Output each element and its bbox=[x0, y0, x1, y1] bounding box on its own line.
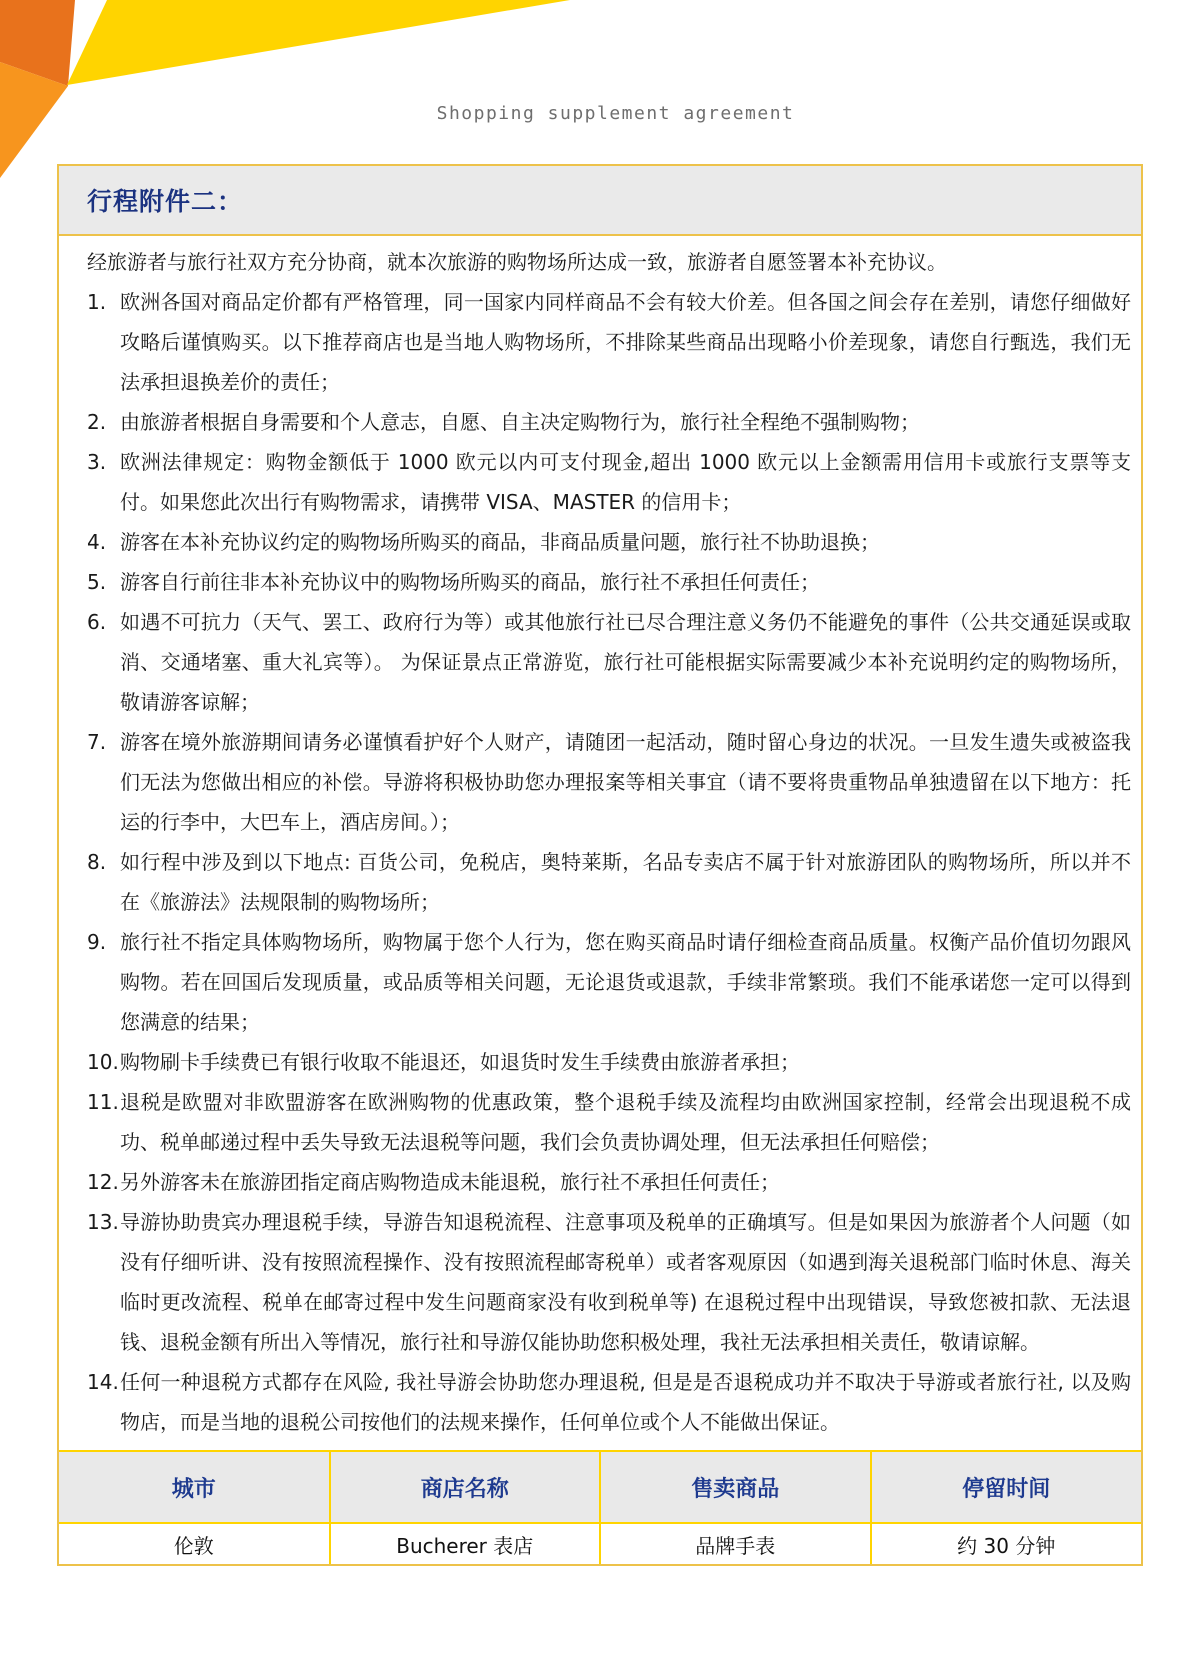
terms-list bbox=[87, 282, 1131, 1442]
term-text: 导游协助贵宾办理退税手续，导游告知退税流程、注意事项及税单的正确填写。但是如果因为旅游者个人问题（如没有仔细听讲、没有按照流程操作、没有按照流程邮寄税单）或者客观原因（如遇到海关退税部门临时休息、海关临时更改流程、税单在邮寄过程中发生问题商家没有收到税单等) 在退税过程中出现错误，导致您被扣款、无法退钱、退税金额有所出入等情况，旅行社和导游仅能协助您积极处理，我社无法承担相关责任，敬请谅解。 bbox=[120, 1210, 1131, 1354]
term-item bbox=[87, 522, 1131, 562]
cell-duration: 约 30 分钟 bbox=[871, 1523, 1142, 1564]
term-number: 12. bbox=[87, 1170, 119, 1194]
table-header-shop-name: 商店名称 bbox=[330, 1451, 601, 1523]
term-item bbox=[87, 1162, 1131, 1202]
term-text: 由旅游者根据自身需要和个人意志，自愿、自主决定购物行为，旅行社全程绝不强制购物； bbox=[120, 410, 920, 434]
term-number: 8. bbox=[87, 850, 107, 874]
attachment-box bbox=[57, 164, 1143, 1566]
shops-table bbox=[59, 1450, 1141, 1564]
term-text: 游客自行前往非本补充协议中的购物场所购买的商品，旅行社不承担任何责任； bbox=[120, 570, 820, 594]
term-number: 9. bbox=[87, 930, 107, 954]
term-number: 10. bbox=[87, 1050, 119, 1074]
term-number: 14. bbox=[87, 1370, 119, 1394]
term-item bbox=[87, 602, 1131, 722]
term-item bbox=[87, 1082, 1131, 1162]
term-text: 旅行社不指定具体购物场所，购物属于您个人行为，您在购买商品时请仔细检查商品质量。权衡产品价值切勿跟风购物。若在回国后发现质量，或品质等相关问题，无论退货或退款，手续非常繁琐。我们不能承诺您一定可以得到您满意的结果； bbox=[120, 930, 1131, 1034]
cell-shop-name: Bucherer 表店 bbox=[330, 1523, 601, 1564]
term-text: 退税是欧盟对非欧盟游客在欧洲购物的优惠政策，整个退税手续及流程均由欧洲国家控制，经常会出现退税不成功、税单邮递过程中丢失导致无法退税等问题，我们会负责协调处理，但无法承担任何赔偿； bbox=[120, 1090, 1131, 1154]
term-text: 购物刷卡手续费已有银行收取不能退还，如退货时发生手续费由旅游者承担； bbox=[120, 1050, 800, 1074]
term-item bbox=[87, 722, 1131, 842]
term-item bbox=[87, 562, 1131, 602]
cell-city: 伦敦 bbox=[59, 1523, 330, 1564]
term-number: 13. bbox=[87, 1210, 119, 1234]
table-header-row bbox=[59, 1451, 1141, 1523]
term-item bbox=[87, 922, 1131, 1042]
table-header-duration: 停留时间 bbox=[871, 1451, 1142, 1523]
attachment-heading-bar bbox=[59, 166, 1141, 236]
term-text: 欧洲各国对商品定价都有严格管理，同一国家内同样商品不会有较大价差。但各国之间会存在差别，请您仔细做好攻略后谨慎购买。以下推荐商店也是当地人购物场所，不排除某些商品出现略小价差现象，请您自行甄选，我们无法承担退换差价的责任； bbox=[120, 290, 1131, 394]
term-item bbox=[87, 442, 1131, 522]
yellow-triangle bbox=[67, 0, 570, 85]
term-number: 2. bbox=[87, 410, 107, 434]
corner-decoration-graphic bbox=[0, 0, 580, 185]
term-number: 5. bbox=[87, 570, 107, 594]
term-text: 任何一种退税方式都存在风险, 我社导游会协助您办理退税, 但是是否退税成功并不取决于导游或者旅行社, 以及购物店，而是当地的退税公司按他们的法规来操作，任何单位或个人不能做出保证。 bbox=[120, 1370, 1131, 1434]
term-text: 欧洲法律规定：购物金额低于 1000 欧元以内可支付现金,超出 1000 欧元以上金额需用信用卡或旅行支票等支付。如果您此次出行有购物需求，请携带 VISA、MASTER 的信用卡； bbox=[120, 450, 1131, 514]
term-item bbox=[87, 1202, 1131, 1362]
term-item bbox=[87, 1362, 1131, 1442]
term-item bbox=[87, 1042, 1131, 1082]
term-number: 4. bbox=[87, 530, 107, 554]
term-number: 3. bbox=[87, 450, 107, 474]
term-item bbox=[87, 842, 1131, 922]
term-text: 另外游客未在旅游团指定商店购物造成未能退税，旅行社不承担任何责任； bbox=[120, 1170, 780, 1194]
cell-goods: 品牌手表 bbox=[600, 1523, 871, 1564]
term-number: 1. bbox=[87, 290, 107, 314]
term-text: 游客在境外旅游期间请务必谨慎看护好个人财产，请随团一起活动，随时留心身边的状况。一旦发生遗失或被盗我们无法为您做出相应的补偿。导游将积极协助您办理报案等相关事宜（请不要将贵重物品单独遗留在以下地方：托运的行李中，大巴车上，酒店房间。）； bbox=[120, 730, 1131, 834]
table-header-goods: 售卖商品 bbox=[600, 1451, 871, 1523]
term-number: 6. bbox=[87, 610, 107, 634]
term-number: 11. bbox=[87, 1090, 119, 1114]
page-title: Shopping supplement agreement bbox=[436, 103, 795, 124]
term-item bbox=[87, 282, 1131, 402]
term-item bbox=[87, 402, 1131, 442]
term-number: 7. bbox=[87, 730, 107, 754]
term-text: 如遇不可抗力（天气、罢工、政府行为等）或其他旅行社已尽合理注意义务仍不能避免的事件（公共交通延误或取消、交通堵塞、重大礼宾等）。 为保证景点正常游览，旅行社可能根据实际需要减少本补充说明约定的购物场所，敬请游客谅解； bbox=[120, 610, 1131, 714]
intro-paragraph: 经旅游者与旅行社双方充分协商，就本次旅游的购物场所达成一致，旅游者自愿签署本补充协议。 bbox=[87, 250, 947, 274]
term-text: 如行程中涉及到以下地点: 百货公司，免税店，奥特莱斯，名品专卖店不属于针对旅游团队的购物场所，所以并不在《旅游法》法规限制的购物场所； bbox=[120, 850, 1131, 914]
table-header-city: 城市 bbox=[59, 1451, 330, 1523]
attachment-heading: 行程附件二： bbox=[87, 187, 244, 216]
term-text: 游客在本补充协议约定的购物场所购买的商品，非商品质量问题，旅行社不协助退换； bbox=[120, 530, 880, 554]
table-row bbox=[59, 1523, 1141, 1564]
agreement-body bbox=[59, 236, 1141, 1442]
